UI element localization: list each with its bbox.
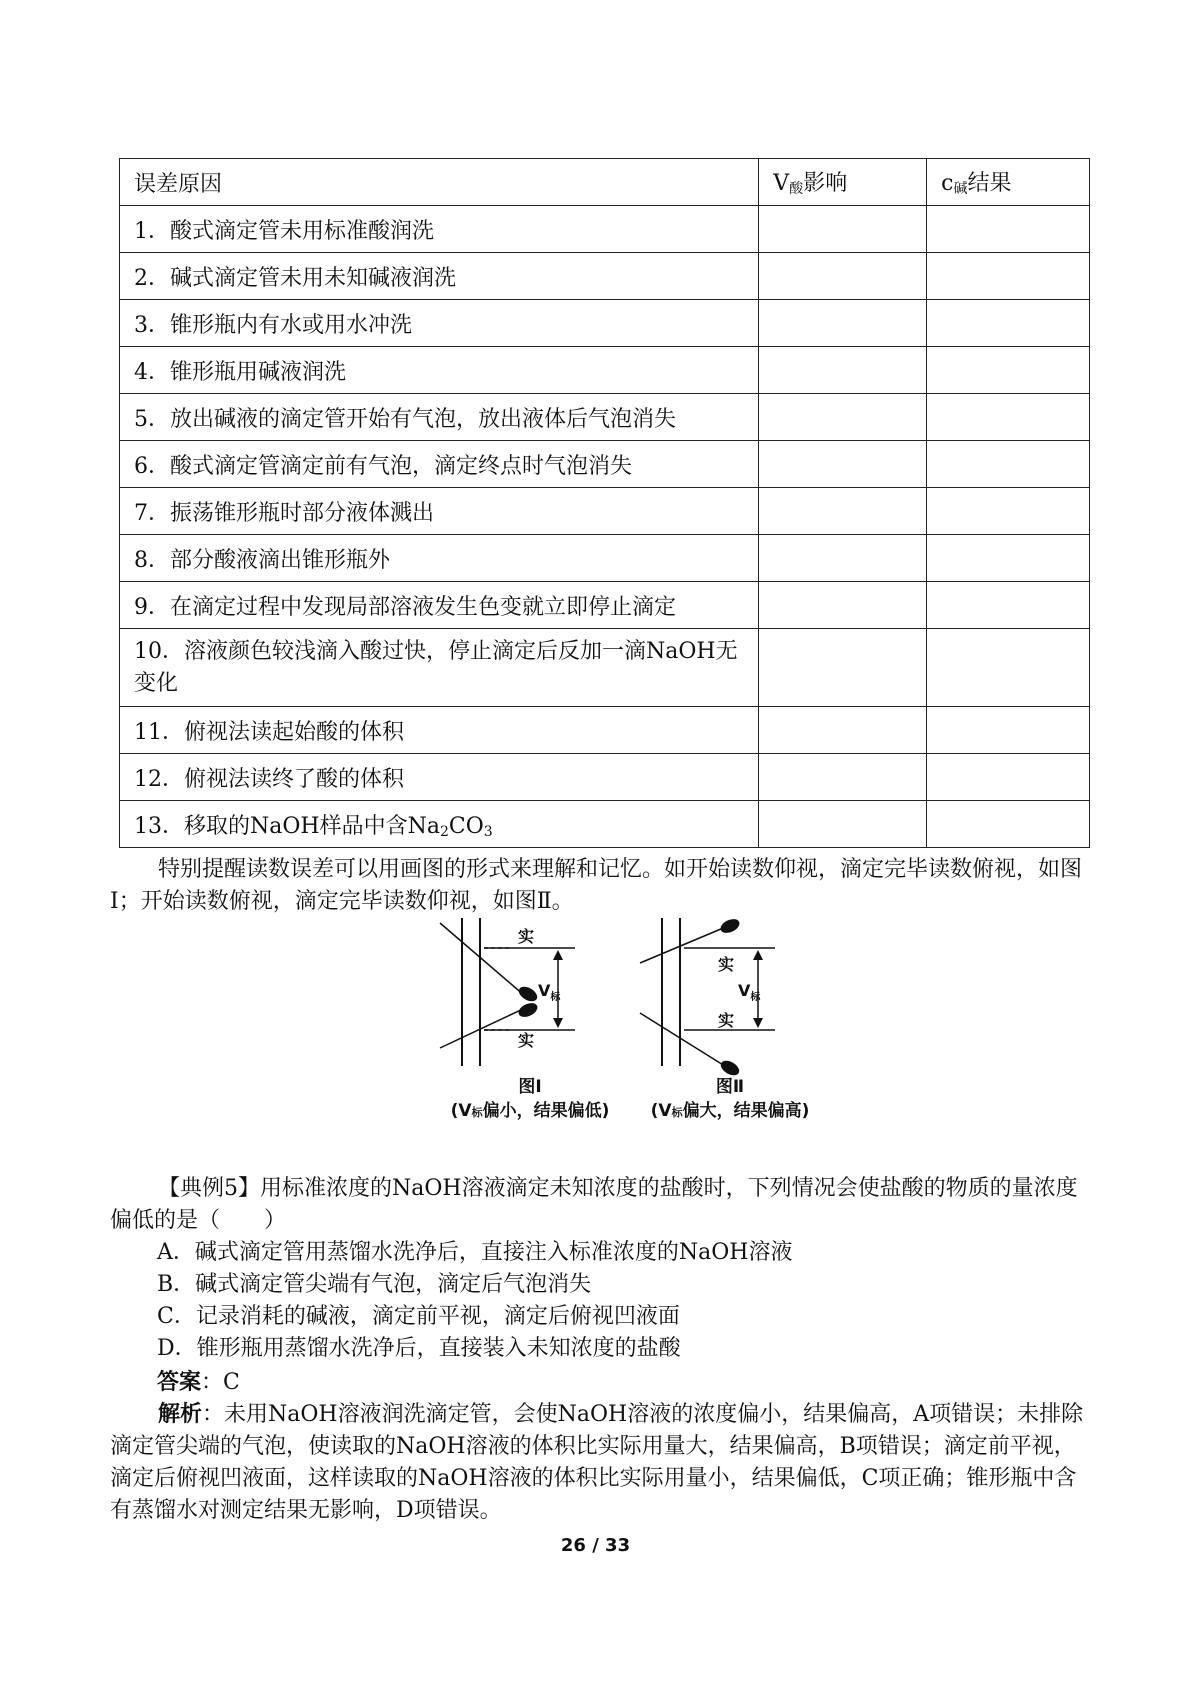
row-v-cell (759, 441, 927, 488)
fig2-label-v: $V_标$ (738, 981, 761, 1003)
table-row (120, 707, 1090, 754)
row-c-cell (927, 629, 1090, 707)
row-v-cell (759, 582, 927, 629)
row-v-cell (759, 629, 927, 707)
option-a: A．碱式滴定管用蒸馏水洗净后，直接注入标准浓度的NaOH溶液 (157, 1240, 793, 1265)
table-header-row (120, 159, 1090, 206)
fig1-sight-line-2 (440, 1008, 525, 1048)
row-c-cell (927, 441, 1090, 488)
fig1-eye-2 (518, 1002, 539, 1019)
row-v-cell (759, 253, 927, 300)
header-c-base: $c_碱$结果 (927, 159, 1090, 206)
fig1-eye-1 (518, 985, 539, 1003)
row-v-cell (759, 488, 927, 535)
row-cause: 1．酸式滴定管未用标准酸润洗 (120, 206, 759, 253)
option-b: B．碱式滴定管尖端有气泡，滴定后气泡消失 (157, 1272, 592, 1297)
option-d: D．锥形瓶用蒸馏水洗净后，直接装入未知浓度的盐酸 (157, 1336, 681, 1361)
row-c-cell (927, 801, 1090, 848)
row-cause: 5．放出碱液的滴定管开始有气泡，放出液体后气泡消失 (120, 394, 759, 441)
row-v-cell (759, 347, 927, 394)
fig2-label-real-bottom: 实 (718, 1011, 735, 1030)
row-c-cell (927, 206, 1090, 253)
row-c-cell (927, 347, 1090, 394)
table-row (120, 488, 1090, 535)
row-v-cell (759, 707, 927, 754)
table-row (120, 582, 1090, 629)
header-v-acid: $V_酸$影响 (759, 159, 927, 206)
table-row (120, 347, 1090, 394)
fig2-sight-line-2 (640, 1013, 728, 1068)
row-c-cell (927, 707, 1090, 754)
row-c-cell (927, 582, 1090, 629)
row-cause: 7．振荡锥形瓶时部分液体溅出 (120, 488, 759, 535)
row-cause: 6．酸式滴定管滴定前有气泡，滴定终点时气泡消失 (120, 441, 759, 488)
row-cause: 3．锥形瓶内有水或用水冲洗 (120, 300, 759, 347)
row-cause: 11．俯视法读起始酸的体积 (120, 707, 759, 754)
row-c-cell (927, 394, 1090, 441)
row-v-cell (759, 300, 927, 347)
reminder-paragraph: 特别提醒读数误差可以用画图的形式来理解和记忆。如开始读数仰视，滴定完毕读数俯视，如图Ⅰ；开始读数俯视，滴定完毕读数仰视，如图Ⅱ。 (110, 857, 1083, 914)
fig1-label-real-bottom: 实 (518, 1031, 535, 1050)
table-row (120, 629, 1090, 707)
table-row (120, 801, 1090, 848)
row-v-cell (759, 535, 927, 582)
fig2-sight-line-1 (640, 926, 728, 963)
table-row (120, 253, 1090, 300)
fig1-label-v: $V_标$ (538, 981, 561, 1003)
answer-line: 答案：C (157, 1369, 240, 1395)
row-cause: 9．在滴定过程中发现局部溶液发生色变就立即停止滴定 (120, 582, 759, 629)
fig2-eye-1 (720, 918, 741, 934)
analysis-paragraph: 解析：未用NaOH溶液润洗滴定管，会使NaOH溶液的浓度偏小，结果偏高，A项错误；未排除滴定管尖端的气泡，使读取的NaOH溶液的体积比实际用量大，结果偏高，B项错误；滴定前平视，滴定后俯视凹液面，这样读取的NaOH溶液的体积比实际用量小，结果偏低，C项正确；锥形瓶中含有蒸馏水对测定结果无影响，D项错误。 (110, 1401, 1084, 1523)
row-cause: 4．锥形瓶用碱液润洗 (120, 347, 759, 394)
option-c: C．记录消耗的碱液，滴定前平视，滴定后俯视凹液面 (157, 1304, 680, 1329)
row-c-cell (927, 754, 1090, 801)
fig2-title: 图Ⅱ (715, 1077, 745, 1097)
fig1-title: 图Ⅰ (518, 1077, 542, 1097)
page-number: 26 / 33 (560, 1535, 631, 1556)
row-cause: 13．移取的NaOH样品中含$Na_2CO_3$ (120, 801, 759, 848)
table-row (120, 394, 1090, 441)
fig1-sight-line-1 (440, 923, 525, 996)
fig1-caption: (V标偏小，结果偏低) (450, 1101, 610, 1121)
table-row (120, 535, 1090, 582)
table-row (120, 300, 1090, 347)
header-cause: 误差原因 (120, 159, 759, 206)
fig1-label-real-top: 实 (518, 927, 535, 946)
row-c-cell (927, 488, 1090, 535)
row-cause: 8．部分酸液滴出锥形瓶外 (120, 535, 759, 582)
row-v-cell (759, 754, 927, 801)
row-v-cell (759, 206, 927, 253)
row-cause: 10．溶液颜色较浅滴入酸过快，停止滴定后反加一滴NaOH无变化 (120, 629, 759, 707)
fig2-label-real-top: 实 (718, 955, 735, 974)
row-v-cell (759, 801, 927, 848)
row-c-cell (927, 300, 1090, 347)
row-c-cell (927, 253, 1090, 300)
table-row (120, 754, 1090, 801)
row-c-cell (927, 535, 1090, 582)
table-row (120, 206, 1090, 253)
row-cause: 12．俯视法读终了酸的体积 (120, 754, 759, 801)
error-analysis-table (119, 158, 1090, 848)
table-row (120, 441, 1090, 488)
row-cause: 2．碱式滴定管未用未知碱液润洗 (120, 253, 759, 300)
example-question: 【典例5】用标准浓度的NaOH溶液滴定未知浓度的盐酸时，下列情况会使盐酸的物质的量浓度偏低的是（ ） (110, 1176, 1078, 1233)
row-v-cell (759, 394, 927, 441)
fig2-caption: (V标偏大，结果偏高) (650, 1101, 810, 1121)
